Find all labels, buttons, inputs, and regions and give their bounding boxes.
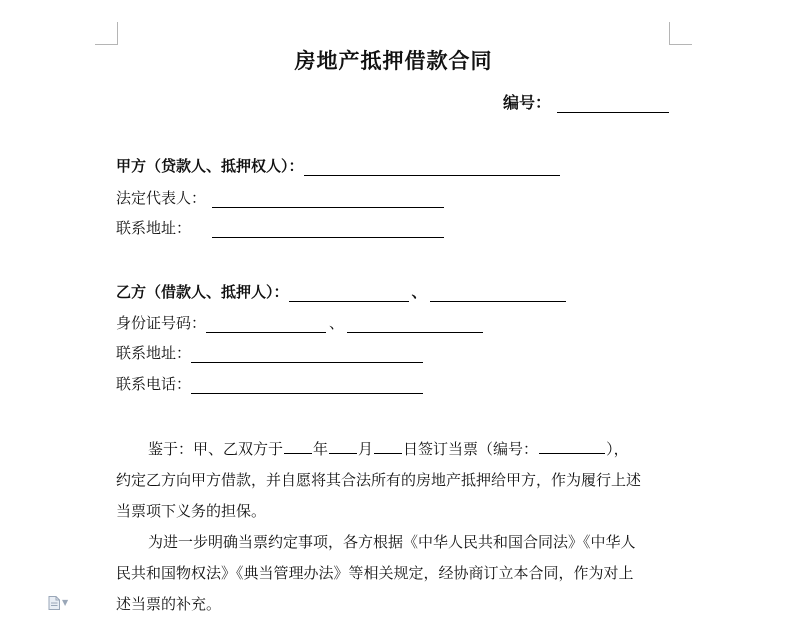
party-b-name-blank-1[interactable] [289,285,409,302]
party-b-id-blank-1[interactable] [206,316,326,333]
recital-line-4: 为进一步明确当票约定事项，各方根据《中华人民共和国合同法》《中华人 [148,533,636,551]
party-a-name-blank[interactable] [304,159,560,176]
party-a-legal-rep-label: 法定代表人： [116,189,207,207]
recital-line-1-end: ）， [606,440,629,458]
document-number-label: 编号： [502,93,551,112]
document-status-indicator[interactable] [48,595,78,611]
recital-day-blank[interactable] [374,437,402,454]
party-a-legal-rep-blank[interactable] [212,191,444,208]
recital-month-label: 月 [358,440,374,458]
party-b-id-label: 身份证号码： [116,314,207,332]
recital-paragraph [116,434,676,620]
recital-year-blank[interactable] [284,437,312,454]
party-b-address-line [116,342,423,363]
party-b-id-separator: 、 [329,314,345,332]
recital-year-label: 年 [313,440,329,458]
party-a-address-label: 联系地址： [116,219,192,237]
party-b-heading: 乙方（借款人、抵押人）： [116,283,289,301]
party-b-phone-label: 联系电话： [116,375,192,393]
recital-ticket-number-blank[interactable] [539,437,605,454]
party-b-name-blank-2[interactable] [430,285,566,302]
recital-line-3: 当票项下义务的担保。 [116,502,267,520]
recital-line-5: 民共和国物权法》《典当管理办法》等相关规定，经协商订立本合同，作为对上 [116,564,634,582]
document-icon [48,596,60,610]
dropdown-caret-icon: ▼ [62,598,69,607]
party-a-heading-line [116,155,560,176]
party-b-address-blank[interactable] [191,346,423,363]
party-a-address-line [116,217,444,238]
recital-date-intro: 鉴于：甲、乙双方于 [148,440,284,458]
party-a-heading: 甲方（贷款人、抵押权人）： [116,157,304,175]
page-corner-mark-top-left [95,22,118,45]
party-b-phone-line [116,373,423,394]
document-number-blank[interactable] [557,96,669,113]
document-title: 房地产抵押借款合同 [294,49,493,73]
page-corner-mark-top-right [669,22,692,45]
party-b-phone-blank[interactable] [191,377,423,394]
party-a-address-blank[interactable] [212,221,444,238]
party-b-address-label: 联系地址： [116,344,192,362]
recital-ticket-label: 日签订当票（编号： [403,440,539,458]
recital-line-6: 述当票的补充。 [116,595,222,613]
recital-month-blank[interactable] [329,437,357,454]
recital-line-2: 约定乙方向甲方借款，并自愿将其合法所有的房地产抵押给甲方，作为履行上述 [116,471,642,489]
document-number [503,90,669,113]
party-b-name-separator: 、 [411,283,427,301]
party-b-id-line [116,312,483,333]
party-b-heading-line [116,281,566,302]
party-a-legal-rep-line [116,187,444,208]
recital-line-1 [116,434,676,465]
party-b-id-blank-2[interactable] [347,316,483,333]
